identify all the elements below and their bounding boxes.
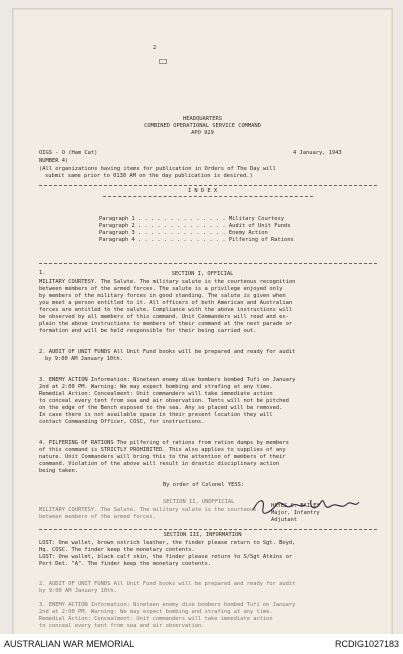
index-row (99, 237, 294, 244)
signatory-rank: Major, Infantry (271, 510, 320, 516)
para4-line: nature. Unit Commanders will bring this to the attention of members of their (39, 454, 286, 460)
para4-line: being taken. (39, 468, 78, 474)
heading-line3: APO 929 (191, 130, 214, 136)
para1-line: MILITARY COURTESY. The Salute. The military salute is the courteous recognition (39, 279, 296, 285)
index-para: Paragraph 1 (99, 216, 135, 222)
para3-line: In case there is not available space in their present location they will (39, 412, 273, 418)
para3-line: 3. ENEMY ACTION Information: Nineteen enemy dive bombers bombed Tufi on January (39, 377, 296, 383)
para1-line: formation and will be held responsible for their being carried out. (39, 328, 257, 334)
index-dots: . . . . . . . . . . . . . . (137, 230, 226, 236)
index-topic: Audit of Unit Funds (228, 223, 291, 229)
index-para: Paragraph 3 (99, 230, 135, 236)
by-order: By order of Colonel YESS: (163, 482, 245, 488)
divider (39, 529, 377, 530)
heading-line1: HEADQUARTERS (183, 116, 222, 122)
para3-line: to conceal every tent from sea and air observation. Tents will not be pitched (39, 398, 289, 404)
lost-found-line: Hq. COSC. The finder keep the monetary contents. (39, 547, 195, 553)
index-para: Paragraph 4 (99, 237, 135, 243)
para1-line: be observed by all members of this command. Unit Commanders will read and ex- (39, 314, 289, 320)
faint-line: 2nd at 2:00 PM. Warning: We may expect bombing and strafing at any time. (39, 609, 273, 615)
para3-line: 2nd at 2:00 PM. Warning: We may expect bombing and strafing at any time. (39, 384, 273, 390)
bleed-through-line: MILITARY COURTESY. The Salute. The military salute is the courteous (39, 507, 257, 513)
para1-line: you meet a person entitled to it. All officers of both American and Australian (39, 300, 293, 306)
lost-found-line: LOST: One wallet, black calf skin, the finder please return to S/Sgt Atkins or (39, 554, 293, 560)
para1-line: plain the above instructions to members of their command at the next parade or (39, 321, 293, 327)
lost-found-line: Port Det. "A". The finder keep the monetary contents. (39, 561, 212, 567)
index-dots: . . . . . . . . . . . . . . (137, 237, 226, 243)
section3-title: SECTION III, INFORMATION (163, 532, 242, 538)
faint-line: 2. AUDIT OF UNIT FUNDS All Unit Fund books will be prepared and ready for audit (39, 581, 296, 587)
para4-line: of this command is STRICTLY PROHIBITED. This also applies to supplies of any (39, 447, 286, 453)
index-dots: . . . . . . . . . . . . . . (137, 216, 226, 222)
faint-line: by 9:00 AM January 10th. (39, 588, 117, 594)
archive-name: AUSTRALIAN WAR MEMORIAL (4, 639, 135, 649)
para3-line: Remedial Action: Concealment: Unit commanders will take immediate action (39, 391, 273, 397)
faint-line: 3. ENEMY ACTION Information: Nineteen enemy dive bombers bombed Tufi on January (39, 602, 296, 608)
para1-line: by members of the military forces in good standing. The salute is given when (39, 293, 286, 299)
preamble-line: submit same prior to 0130 AM on the day publication is desired.) (45, 173, 253, 179)
index-dots: . . . . . . . . . . . . . . (137, 223, 226, 229)
section1-title: SECTION I, OFFICIAL (171, 271, 234, 277)
para4-line: 4. PILFERING OF RATIONS The pilfering of rations from ration dumps by members (39, 440, 289, 446)
heading-line2: COMBINED OPERATIONAL SERVICE COMMAND (144, 123, 261, 129)
index-para: Paragraph 2 (99, 223, 135, 229)
page-mark: 2 (153, 45, 157, 51)
para2-line: 2. AUDIT OF UNIT FUNDS All Unit Fund books will be prepared and ready for audit (39, 349, 296, 355)
faint-line: to conceal every tent from sea and air observation. (39, 623, 205, 629)
divider (39, 263, 377, 264)
index-topic: Military Courtesy (228, 216, 285, 222)
para1-line: between members of the armed forces. The salute is a privilege enjoyed only (39, 286, 283, 292)
signatory-name: HAYES C. BAILEY (271, 503, 320, 509)
document-page (12, 8, 393, 636)
archive-footer (0, 634, 403, 654)
para2-line: by 9:00 AM January 10th. (45, 356, 123, 362)
divider (103, 196, 313, 197)
preamble-line: (All organizations having items for publication in Orders of The Day will (39, 166, 276, 172)
index-title: I N D E X (187, 188, 218, 194)
faint-line: Remedial Action: Concealment: Unit commanders will take immediate action (39, 616, 273, 622)
para3-line: contact Commanding Officer, COSC, for instructions. (39, 419, 205, 425)
signatory-role: Adjutant (271, 517, 297, 523)
para3-line: on the edge of the Bench exposed to the sea. Any so placed will be removed. (39, 405, 283, 411)
bleed-through-line: between members of the armed forces. (39, 514, 156, 520)
lost-found-line: LOST: One wallet, brown ostrich leather, the finder please return to Sgt. Boyd, (39, 540, 296, 546)
orders-number: NUMBER 4) (39, 158, 69, 164)
document-date: 4 January, 1943 (293, 150, 342, 156)
index-topic: Enemy Action (228, 230, 268, 236)
record-id: RCDIG1027183 (334, 639, 399, 649)
divider (39, 185, 377, 186)
bleed-through-line: SECTION II, UNOFFICIAL (163, 499, 235, 505)
para1-line: forces are entitled to the salute. Compliance with the above instructions will (39, 307, 293, 313)
para1-number: 1. (39, 270, 46, 276)
staple-mark (159, 59, 167, 64)
para4-line: command. Violation of the above will result in drastic disciplinary action (39, 461, 280, 467)
reference: OIGS - O (Ham Cat) (39, 150, 98, 156)
index-topic: Pilfering of Rations (228, 237, 294, 243)
